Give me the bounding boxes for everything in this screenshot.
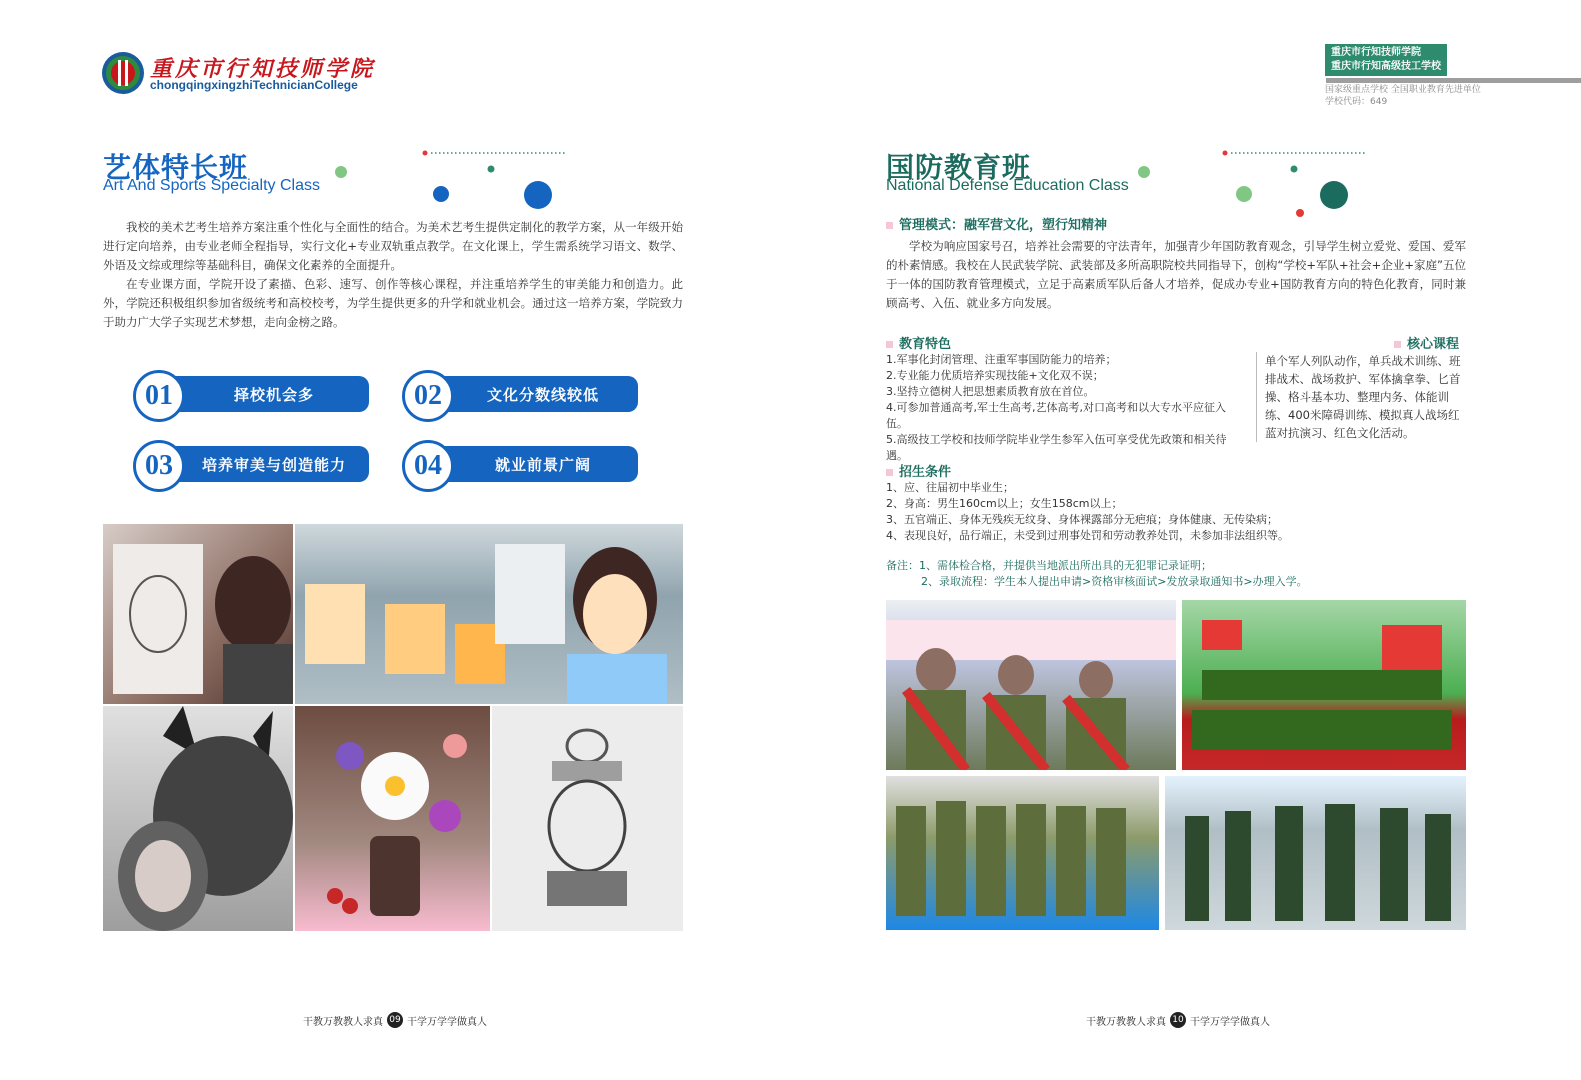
- note-line-1: 备注：1、需体检合格，并提供当地派出所出具的无犯罪记录证明；: [886, 559, 1212, 572]
- decorative-dots: [330, 148, 570, 212]
- photo-wolf-drawing: [103, 706, 293, 931]
- page-footer: [1086, 1012, 1270, 1028]
- note-line-2: 2、录取流程：学生本人提出申请>资格审核面试>发放录取通知书>办理入学。: [921, 575, 1308, 588]
- management-title: 管理模式：融军营文化，塑行知精神: [886, 214, 1107, 233]
- feature-label: 培养审美与创造能力: [159, 446, 369, 482]
- feature-line-5: 5.高级技工学校和技师学院毕业学生参军入伍可享受优先政策和相关待遇。: [886, 433, 1227, 462]
- page-number: 09: [387, 1012, 403, 1028]
- right-page: [790, 0, 1581, 1080]
- feature-number: 01: [133, 370, 185, 422]
- photo-marching-camouflage: [886, 776, 1159, 930]
- photo-lantern-sketch: [492, 706, 683, 931]
- management-text: [886, 237, 1466, 313]
- photo-art-classroom: [295, 524, 683, 704]
- page-number: 10: [1170, 1012, 1186, 1028]
- feature-number: 03: [133, 440, 185, 492]
- school-honors: 国家级重点学校 全国职业教育先进单位: [1325, 85, 1481, 95]
- intro-paragraph-1: 我校的美术艺考生培养方案注重个性化与全面性的结合。为美术艺考生提供定制化的教学方案，从一年级开始进行定向培养，由专业老师全程指导，实行文化+专业双轨重点教学。在文化课上，学生需系统学习语文、数学、外语及文综或理综等基础科目，确保文化素养的全面提升。: [103, 220, 683, 272]
- footer-motto-left: 干教万教教人求真: [1086, 1016, 1166, 1028]
- school-name-box: [1325, 44, 1447, 76]
- drill-field-illustration: [1182, 600, 1466, 770]
- intro-paragraph-2: 在专业课方面，学院开设了素描、色彩、速写、创作等核心课程，并注重培养学生的审美能力和创造力。此外，学院还积极组织参加省级统考和高校校考，为学生提供更多的升学和就业机会。通过这一培养方案，学院致力于助力广大学子实现艺术梦想，走向金榜之路。: [103, 277, 683, 329]
- footer-motto-left: 干教万教教人求真: [303, 1016, 383, 1028]
- features-title: 教育特色: [886, 333, 951, 352]
- logo-name-cn: 重庆市行知技师学院: [150, 56, 376, 82]
- features-list: [886, 352, 1246, 464]
- core-courses-text: 单个军人列队动作，单兵战术训练、班排战术、战场救护、军体擒拿拳、匕首操、格斗基本功、整理内务、体能训练、400米障碍训练、模拟真人战场红蓝对抗演习、红色文化活动。: [1256, 352, 1468, 442]
- enlistment-ceremony-illustration: [886, 600, 1176, 770]
- section-title-cn: 艺体特长班: [103, 151, 249, 184]
- feature-item-4: [402, 444, 638, 488]
- college-logo: [100, 50, 400, 100]
- flower-painting-illustration: [295, 706, 490, 931]
- section-title-en: Art And Sports Specialty Class: [103, 177, 320, 194]
- school-code: 学校代码：649: [1325, 97, 1388, 107]
- lantern-sketch-illustration: [492, 706, 683, 931]
- wolf-drawing-illustration: [103, 706, 293, 931]
- feature-item-1: [133, 374, 369, 418]
- uniform-formation-illustration: [1165, 776, 1466, 930]
- feature-line-3: 3.坚持立德树人把思想素质教育放在首位。: [886, 385, 1095, 398]
- photo-flower-painting: [295, 706, 490, 931]
- notes: [886, 558, 1466, 590]
- enroll-line-4: 4、表现良好，品行端正，未受到过刑事处罚和劳动教养处罚，未参加非法组织等。: [886, 529, 1289, 542]
- section-title-cn: 国防教育班: [886, 151, 1032, 184]
- feature-item-3: [133, 444, 369, 488]
- decorative-dots: [1130, 148, 1370, 218]
- school-name-2: 重庆市行知高级技工学校: [1331, 61, 1441, 72]
- footer-motto-right: 干学万学学做真人: [1190, 1016, 1270, 1028]
- management-paragraph: 学校为响应国家号召，培养社会需要的守法青年，加强青少年国防教育观念，引导学生树立爱党、爱国、爱军的朴素情感。我校在人民武装学院、武装部及多所高职院校共同指导下，创构“学校+军队+社会+企业+家庭”五位于一体的国防教育管理模式，立足于高素质军队后备人才培养，促成办专业+国防教育方向的特色化教育，同时兼顾高考、入伍、就业多方向发展。: [886, 239, 1466, 310]
- enrollment-title: 招生条件: [886, 461, 951, 480]
- college-emblem-icon: [100, 50, 146, 96]
- feature-item-2: [402, 374, 638, 418]
- section-title-en: National Defense Education Class: [886, 177, 1129, 194]
- enroll-line-3: 3、五官端正、身体无残疾无纹身、身体裸露部分无疤痕；身体健康、无传染病；: [886, 513, 1278, 526]
- photo-student-drawing: [103, 524, 293, 704]
- intro-text: [103, 218, 683, 332]
- feature-line-2: 2.专业能力优质培养实现技能+文化双不误；: [886, 369, 1104, 382]
- logo-name-en: chongqingxingzhiTechnicianCollege: [150, 78, 358, 92]
- photo-uniform-formation: [1165, 776, 1466, 930]
- core-courses-title: 核心课程: [1394, 333, 1459, 352]
- feature-line-1: 1.军事化封闭管理、注重军事国防能力的培养；: [886, 353, 1117, 366]
- school-name-1: 重庆市行知技师学院: [1331, 47, 1421, 58]
- page-footer: [303, 1012, 487, 1028]
- footer-motto-right: 干学万学学做真人: [407, 1016, 487, 1028]
- feature-number: 02: [402, 370, 454, 422]
- enroll-line-1: 1、应、往届初中毕业生；: [886, 481, 1014, 494]
- marching-camouflage-illustration: [886, 776, 1159, 930]
- feature-line-4: 4.可参加普通高考,军士生高考,艺体高考,对口高考和以大专水平应征入伍。: [886, 401, 1226, 430]
- feature-label: 文化分数线较低: [428, 376, 638, 412]
- student-drawing-illustration: [103, 524, 293, 704]
- feature-label: 择校机会多: [159, 376, 369, 412]
- photo-drill-field: [1182, 600, 1466, 770]
- photo-enlistment-ceremony: [886, 600, 1176, 770]
- header-divider: [1326, 78, 1581, 83]
- feature-label: 就业前景广阔: [428, 446, 638, 482]
- enroll-line-2: 2、身高：男生160cm以上；女生158cm以上；: [886, 497, 1123, 510]
- school-meta: [1325, 84, 1481, 108]
- feature-number: 04: [402, 440, 454, 492]
- enrollment-list: [886, 480, 1466, 544]
- left-page: [0, 0, 790, 1080]
- art-classroom-illustration: [295, 524, 683, 704]
